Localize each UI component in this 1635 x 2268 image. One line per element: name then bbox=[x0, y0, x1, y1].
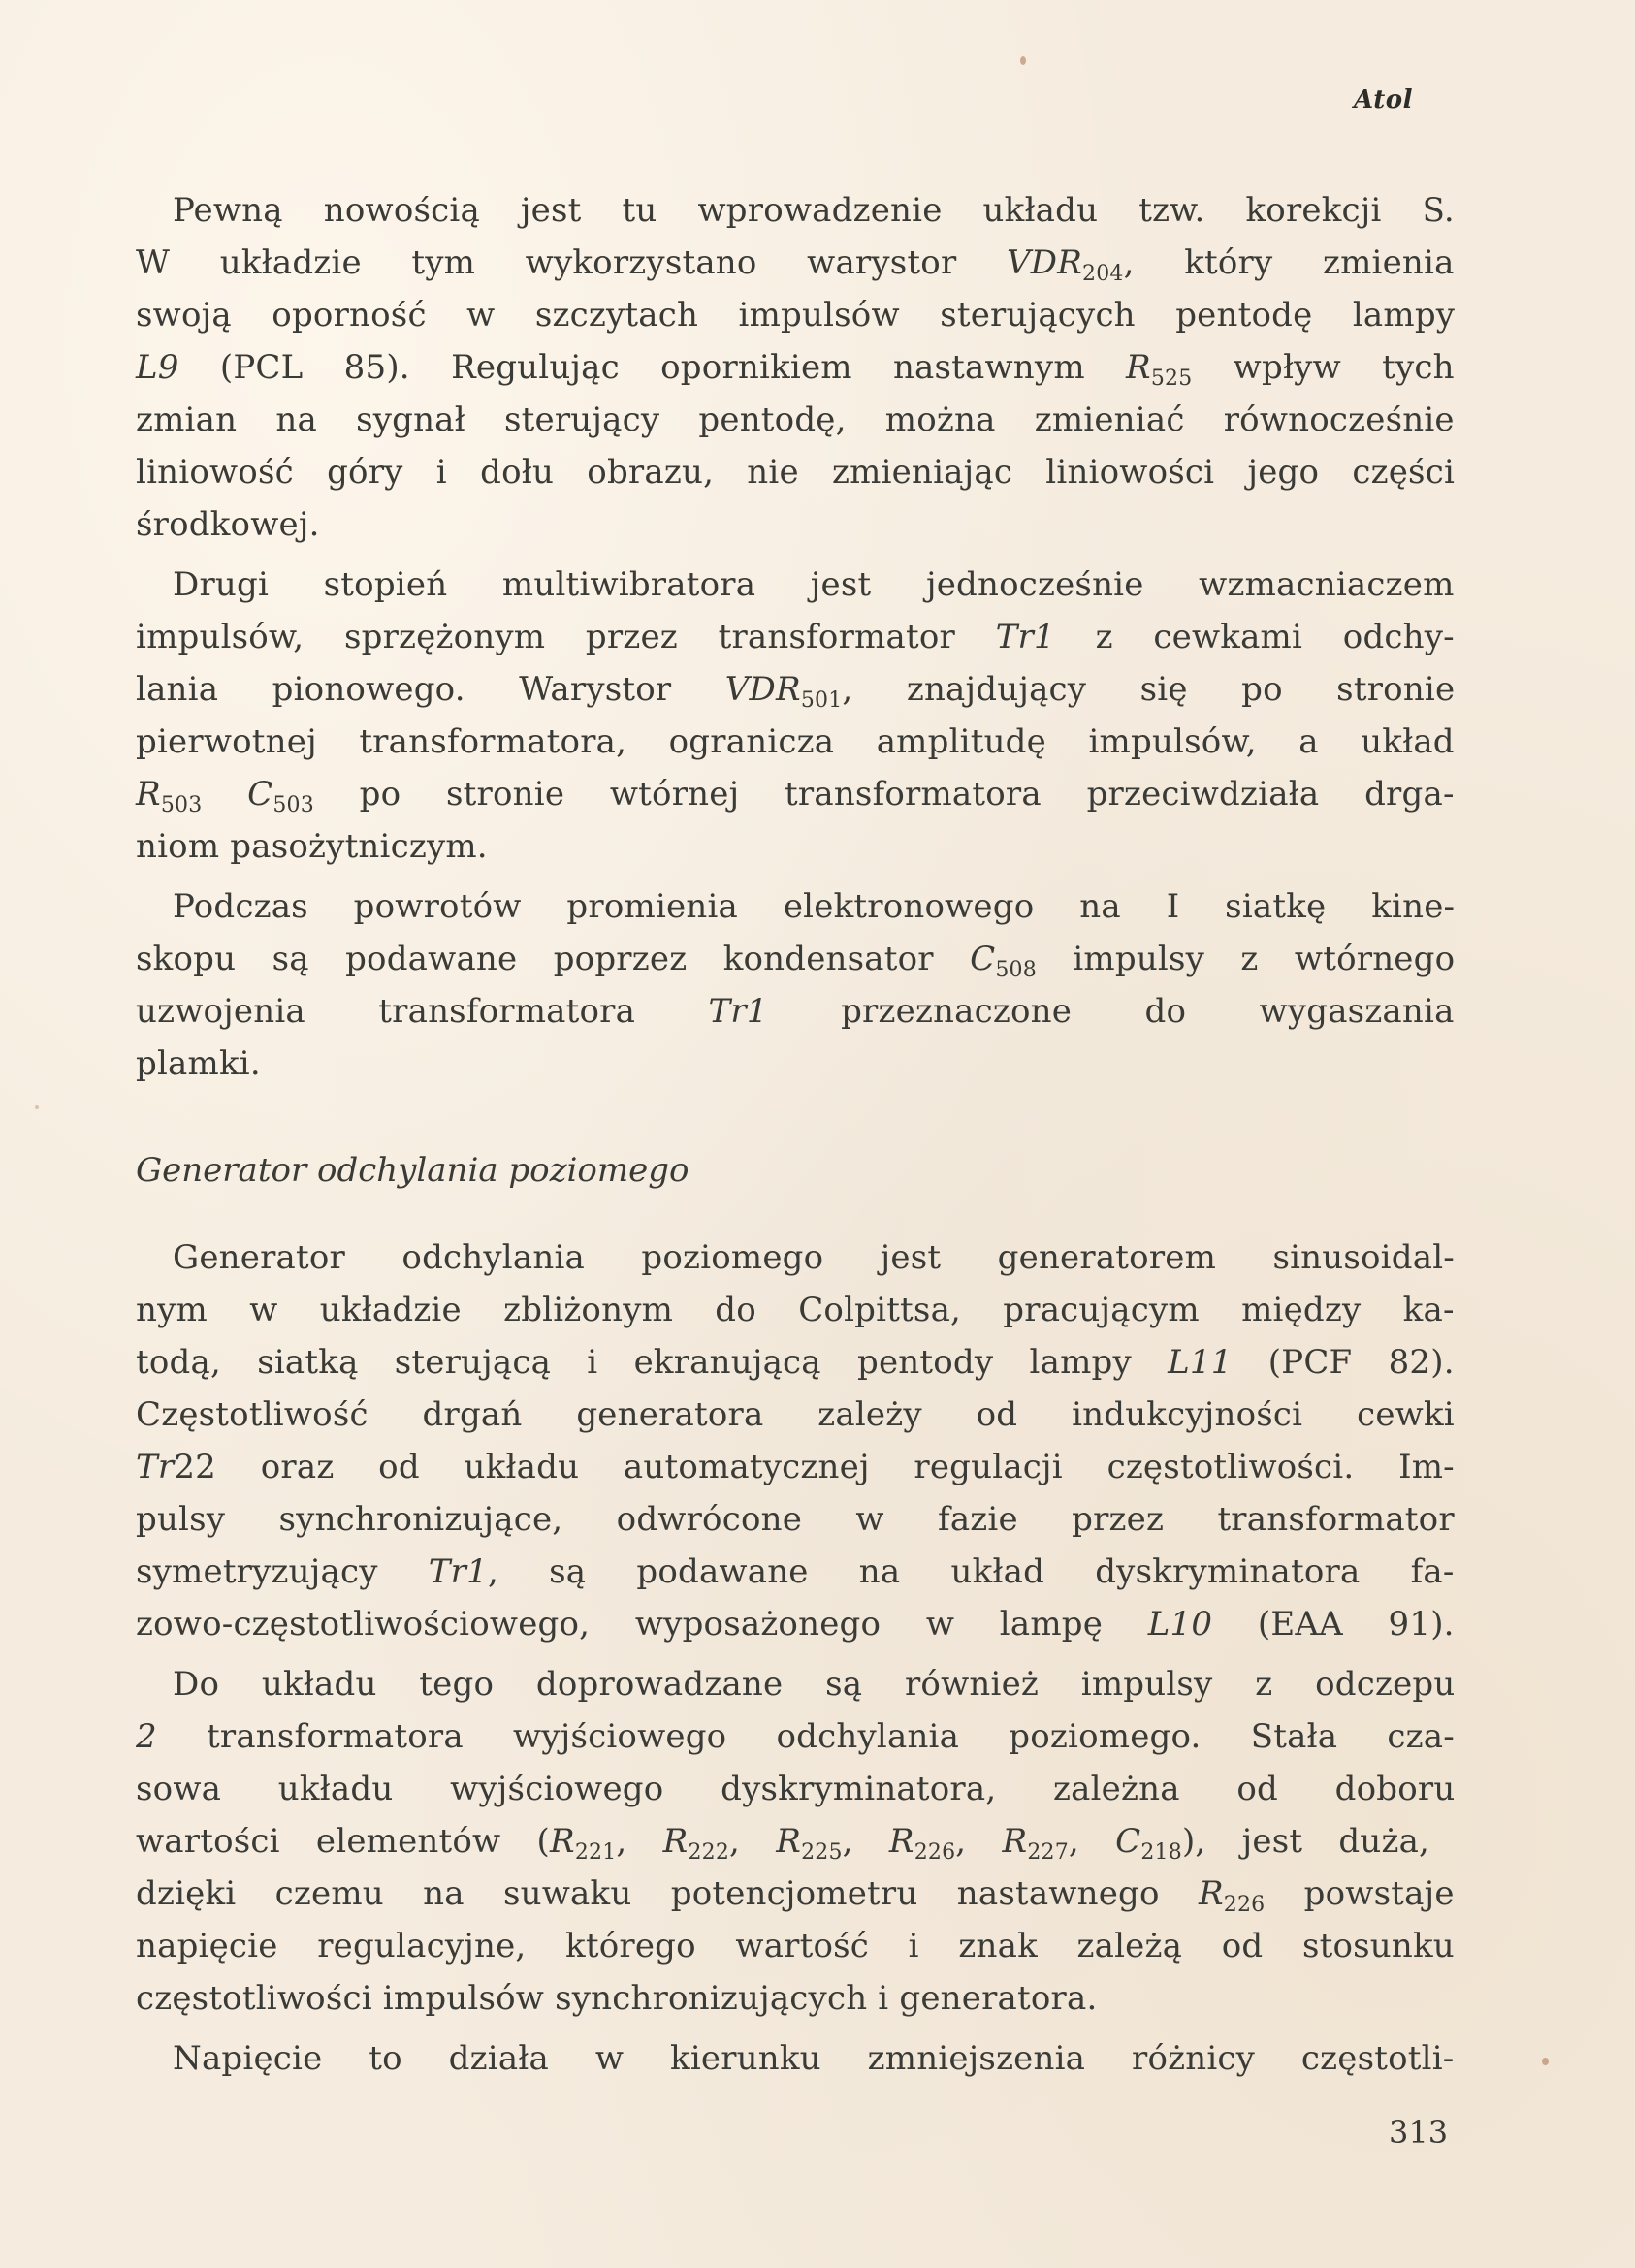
text-run: , bbox=[842, 1822, 889, 1861]
text-run: Generator odchylania poziomego jest generatorem sinusoidal- bbox=[173, 1238, 1455, 1277]
text-run: uzwojenia transformatora bbox=[136, 992, 709, 1031]
text-line bbox=[136, 663, 1455, 716]
subscript: 226 bbox=[1223, 1893, 1266, 1917]
subscript: 221 bbox=[574, 1840, 617, 1865]
text-run: swoją oporność w szczytach impulsów sterujących pentodę lampy bbox=[136, 296, 1456, 335]
text-run: , bbox=[729, 1822, 777, 1861]
text-run: , bbox=[955, 1822, 1003, 1861]
text-run: , bbox=[616, 1822, 663, 1861]
paragraph bbox=[136, 880, 1455, 1090]
text-line bbox=[136, 341, 1455, 394]
text-line bbox=[136, 1815, 1455, 1868]
text-run: Napięcie to działa w kierunku zmniejszenia różnicy częstotli- bbox=[173, 2039, 1455, 2078]
italic-symbol: 2 bbox=[136, 1717, 157, 1756]
body-text bbox=[136, 184, 1455, 2085]
subscript: 227 bbox=[1027, 1840, 1069, 1865]
text-run: z cewkami odchy- bbox=[1054, 618, 1455, 656]
paper-speck bbox=[35, 1105, 39, 1109]
text-run: nym w układzie zbliżonym do Colpittsa, pracującym między ka- bbox=[136, 1291, 1455, 1329]
italic-symbol: L11 bbox=[1168, 1343, 1233, 1382]
text-run: , który zmienia bbox=[1123, 243, 1455, 282]
page-number: 313 bbox=[1389, 2114, 1449, 2151]
text-line bbox=[136, 1868, 1455, 1920]
subscript: 525 bbox=[1150, 367, 1193, 391]
text-run: skopu są podawane poprzez kondensator bbox=[136, 940, 971, 978]
text-line bbox=[136, 1920, 1455, 1972]
text-run: , bbox=[1068, 1822, 1116, 1861]
text-run: zmian na sygnał sterujący pentodę, można zmieniać równocześnie bbox=[136, 400, 1455, 439]
text-run: transformatora wyjściowego odchylania poziomego. Stała cza- bbox=[156, 1717, 1455, 1756]
text-run: wpływ tych bbox=[1192, 348, 1455, 387]
subscript: 503 bbox=[272, 793, 314, 817]
paper-speck bbox=[1020, 56, 1026, 65]
italic-symbol: R bbox=[1126, 348, 1151, 387]
italic-symbol: R bbox=[776, 1822, 802, 1861]
text-run: napięcie regulacyjne, którego wartość i znak zależą od stosunku bbox=[136, 1927, 1455, 1965]
text-run: Podczas powrotów promienia elektronowego na I siatkę kine- bbox=[173, 887, 1456, 926]
text-line bbox=[136, 880, 1455, 933]
subscript: 225 bbox=[801, 1840, 843, 1865]
italic-symbol: R bbox=[1002, 1822, 1028, 1861]
text-run: (PCF 82). bbox=[1232, 1343, 1455, 1382]
text-line bbox=[136, 446, 1455, 498]
italic-symbol: VDR bbox=[1007, 243, 1083, 282]
text-run: , są podawane na układ dyskryminatora fa- bbox=[487, 1552, 1455, 1591]
text-run: lania pionowego. Warystor bbox=[136, 670, 725, 709]
section-heading: Generator odchylania poziomego bbox=[136, 1151, 689, 1190]
text-line bbox=[136, 1284, 1455, 1336]
italic-symbol: Tr1 bbox=[995, 618, 1055, 656]
text-run: po stronie wtórnej transformatora przeciwdziała drga- bbox=[313, 775, 1455, 814]
subscript: 508 bbox=[995, 958, 1037, 982]
text-line bbox=[136, 559, 1455, 611]
text-line bbox=[136, 1441, 1455, 1493]
italic-symbol: Tr1 bbox=[428, 1552, 488, 1591]
text-run: częstotliwości impulsów synchronizujących i generatora. bbox=[136, 1979, 1098, 2018]
text-line bbox=[136, 1336, 1455, 1389]
text-run: impulsy z wtórnego bbox=[1036, 940, 1456, 978]
text-line bbox=[136, 1546, 1455, 1598]
text-line bbox=[136, 1598, 1455, 1650]
text-line bbox=[136, 768, 1455, 820]
italic-symbol: VDR bbox=[724, 670, 801, 709]
text-line bbox=[136, 498, 1455, 551]
text-run: (EAA 91). bbox=[1212, 1605, 1455, 1644]
text-line bbox=[136, 289, 1455, 341]
text-line bbox=[136, 985, 1455, 1038]
paper-speck bbox=[1542, 2058, 1549, 2065]
text-line bbox=[136, 237, 1455, 289]
text-run bbox=[202, 775, 247, 814]
text-run: pierwotnej transformatora, ogranicza amplitudę impulsów, a układ bbox=[136, 722, 1455, 761]
subscript: 501 bbox=[800, 688, 843, 713]
italic-symbol: L10 bbox=[1147, 1605, 1213, 1644]
text-line bbox=[136, 1389, 1455, 1441]
text-line bbox=[136, 1231, 1455, 1284]
paragraph bbox=[136, 1231, 1455, 1650]
text-run: todą, siatką sterującą i ekranującą pentody lampy bbox=[136, 1343, 1169, 1382]
text-line bbox=[136, 716, 1455, 768]
italic-symbol: L9 bbox=[136, 348, 179, 387]
text-line bbox=[136, 394, 1455, 446]
text-line bbox=[136, 184, 1455, 237]
text-run: Pewną nowością jest tu wprowadzenie układu tzw. korekcji S. bbox=[173, 191, 1455, 230]
text-run: pulsy synchronizujące, odwrócone w fazie przez transformator bbox=[136, 1500, 1455, 1539]
text-run: niom pasożytniczym. bbox=[136, 827, 488, 866]
italic-symbol: R bbox=[662, 1822, 689, 1861]
italic-symbol: Tr bbox=[136, 1448, 175, 1486]
text-run: liniowość góry i dołu obrazu, nie zmieniając liniowości jego części bbox=[136, 453, 1456, 492]
italic-symbol: C bbox=[1115, 1822, 1141, 1861]
italic-symbol: R bbox=[550, 1822, 575, 1861]
text-run: (PCL 85). Regulując opornikiem nastawnym bbox=[178, 348, 1127, 387]
text-line bbox=[136, 1763, 1455, 1815]
subscript: 503 bbox=[160, 793, 203, 817]
italic-symbol: Tr1 bbox=[708, 992, 768, 1031]
text-run: W układzie tym wykorzystano warystor bbox=[136, 243, 1007, 282]
running-head: Atol bbox=[1354, 85, 1413, 114]
text-run: symetryzujący bbox=[136, 1552, 429, 1591]
italic-symbol: C bbox=[970, 940, 996, 978]
subscript: 222 bbox=[688, 1840, 730, 1865]
text-run: 22 oraz od układu automatycznej regulacji częstotliwości. Im- bbox=[174, 1448, 1455, 1486]
text-run: sowa układu wyjściowego dyskryminatora, zależna od doboru bbox=[136, 1770, 1456, 1808]
text-run: Drugi stopień multiwibratora jest jednocześnie wzmacniaczem bbox=[173, 565, 1455, 604]
text-line bbox=[136, 1658, 1455, 1710]
subscript: 204 bbox=[1082, 262, 1124, 286]
italic-symbol: R bbox=[888, 1822, 914, 1861]
text-line bbox=[136, 1493, 1455, 1546]
paragraph bbox=[136, 2032, 1455, 2085]
text-run: , znajdujący się po stronie bbox=[842, 670, 1456, 709]
italic-symbol: R bbox=[136, 775, 161, 814]
paragraph bbox=[136, 184, 1455, 551]
text-line bbox=[136, 611, 1455, 663]
text-run: ), jest duża, bbox=[1181, 1822, 1430, 1861]
text-run: przeznaczone do wygaszania bbox=[767, 992, 1455, 1031]
text-line bbox=[136, 2032, 1455, 2085]
text-line bbox=[136, 933, 1455, 985]
subscript: 218 bbox=[1140, 1840, 1182, 1865]
text-run: dzięki czemu na suwaku potencjometru nastawnego bbox=[136, 1874, 1199, 1913]
text-run: plamki. bbox=[136, 1044, 261, 1083]
text-run: środkowej. bbox=[136, 505, 320, 544]
text-line bbox=[136, 820, 1455, 873]
text-run: Częstotliwość drgań generatora zależy od indukcyjności cewki bbox=[136, 1395, 1455, 1434]
text-run: wartości elementów ( bbox=[136, 1822, 551, 1861]
text-line bbox=[136, 1710, 1455, 1763]
text-run: impulsów, sprzężonym przez transformator bbox=[136, 618, 996, 656]
text-line bbox=[136, 1038, 1455, 1090]
paragraph bbox=[136, 1658, 1455, 2025]
text-run: powstaje bbox=[1265, 1874, 1455, 1913]
italic-symbol: C bbox=[247, 775, 273, 814]
italic-symbol: R bbox=[1198, 1874, 1224, 1913]
subscript: 226 bbox=[914, 1840, 956, 1865]
text-run: zowo-częstotliwościowego, wyposażonego w lampę bbox=[136, 1605, 1148, 1644]
text-line bbox=[136, 1972, 1455, 2025]
text-run: Do układu tego doprowadzane są również impulsy z odczepu bbox=[173, 1665, 1456, 1704]
paragraph bbox=[136, 559, 1455, 873]
